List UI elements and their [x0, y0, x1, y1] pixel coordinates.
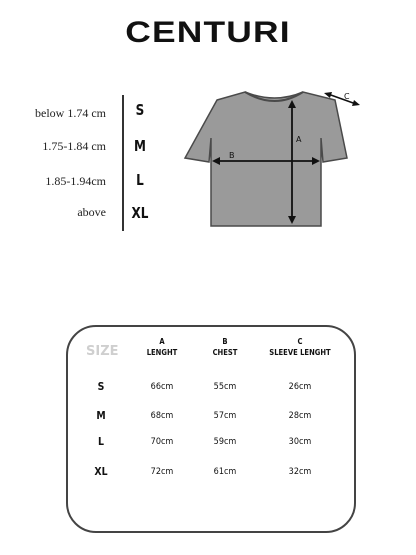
height-label-s: below 1.74 cm	[35, 106, 106, 120]
table-header-size: SIZE	[86, 344, 119, 359]
table-header-b-name: CHEST	[212, 348, 238, 357]
arrow-c-label: C	[344, 92, 350, 101]
height-label-xl: above	[77, 205, 106, 219]
table-header-c-letter: C	[297, 337, 303, 346]
size-table	[66, 325, 356, 533]
size-letter-l: L	[136, 171, 144, 189]
height-label-l: 1.85-1.94cm	[45, 174, 106, 188]
table-cell-length: 66cm	[150, 382, 174, 392]
size-letter-m: M	[134, 137, 146, 155]
table-cell-sleeve: 32cm	[288, 467, 312, 477]
table-cell-chest: 59cm	[213, 437, 237, 447]
table-row-size: L	[98, 435, 104, 448]
table-row-size: M	[96, 409, 106, 422]
table-cell-length: 72cm	[150, 467, 174, 477]
table-row-size: XL	[94, 465, 108, 478]
table-cell-length: 68cm	[150, 411, 174, 421]
table-header-b-letter: B	[222, 337, 228, 346]
table-cell-chest: 57cm	[213, 411, 237, 421]
tshirt-shape	[185, 92, 347, 226]
table-cell-chest: 55cm	[213, 382, 237, 392]
height-divider	[122, 95, 124, 231]
arrow-c-head-right	[352, 100, 360, 106]
size-letter-s: S	[135, 101, 145, 119]
table-row-size: S	[97, 380, 105, 393]
table-cell-sleeve: 30cm	[288, 437, 312, 447]
table-cell-length: 70cm	[150, 437, 174, 447]
brand-logo: CENTURI	[125, 16, 291, 49]
table-header-c-name: SLEEVE LENGHT	[269, 348, 331, 357]
table-cell-sleeve: 28cm	[288, 411, 312, 421]
table-cell-chest: 61cm	[213, 467, 237, 477]
height-label-m: 1.75-1.84 cm	[42, 139, 106, 153]
arrow-b-label: B	[229, 151, 235, 160]
table-header-a-name: LENGHT	[146, 348, 178, 357]
arrow-a-label: A	[296, 135, 302, 144]
table-header-a-letter: A	[159, 337, 165, 346]
size-letter-xl: XL	[131, 204, 149, 222]
table-cell-sleeve: 26cm	[288, 382, 312, 392]
tshirt-diagram	[175, 82, 365, 232]
